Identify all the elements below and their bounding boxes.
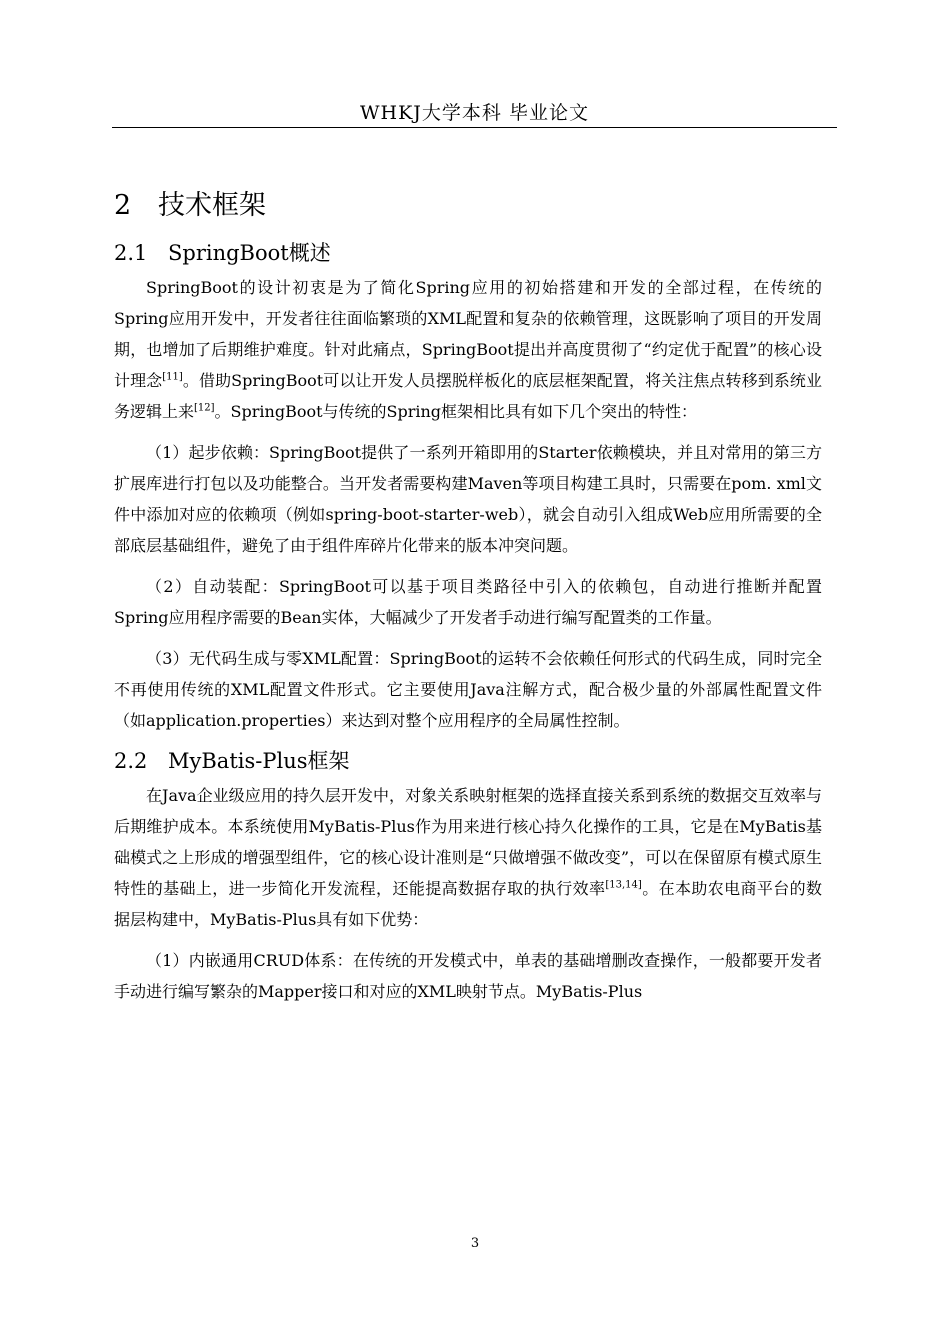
- section-title: MyBatis-Plus框架: [168, 749, 350, 773]
- paragraph: （3）无代码生成与零XML配置：SpringBoot的运转不会依赖任何形式的代码生成，同时完全不再使用传统的XML配置文件形式。它主要使用Java注解方式，配合极少量的外部属性配置文件（如application.properties）来达到对整个应用程序的全局属性控制。: [114, 649, 822, 730]
- page-header: WHKJ大学本科 毕业论文: [360, 102, 589, 124]
- paragraph: （1）内嵌通用CRUD体系：在传统的开发模式中，单表的基础增删改查操作，一般都要开发者手动进行编写繁杂的Mapper接口和对应的XML映射节点。MyBatis-Plus: [114, 951, 822, 1001]
- paragraph-text: SpringBoot的设计初衷是为了简化Spring应用的初始搭建和开发的全部过程，在传统的Spring应用开发中，开发者往往面临繁琐的XML配置和复杂的依赖管理，这既影响了项目的开发周期，也增加了后期维护难度。针对此痛点，SpringBoot提出并高度贯彻了“约定优于配置”的核心设计理念: [114, 278, 822, 390]
- section-heading: [114, 234, 822, 272]
- document-body: [114, 186, 822, 1007]
- paragraph: [114, 272, 822, 427]
- section-number: 2.2: [114, 749, 148, 773]
- paragraph-text: 。SpringBoot与传统的Spring框架相比具有如下几个突出的特性：: [214, 402, 698, 421]
- paragraph-text: 。借助SpringBoot可以让开发人员摆脱样板化的底层框架配置，将关注焦点转移到系统业务逻辑上来: [114, 371, 822, 421]
- chapter-heading: [114, 186, 822, 226]
- citation: [12]: [194, 402, 215, 414]
- page-number: 3: [470, 1236, 480, 1251]
- citation: [13,14]: [605, 879, 642, 891]
- chapter-title: 技术框架: [158, 190, 266, 221]
- paragraph-text: 在Java企业级应用的持久层开发中，对象关系映射框架的选择直接关系到系统的数据交互效率与后期维护成本。本系统使用MyBatis-Plus作为用来进行核心持久化操作的工具，它是在MyBatis基础模式之上形成的增强型组件，它的核心设计准则是“只做增强不做改变”，可以在保留原有模式原生特性的基础上，进一步简化开发流程，还能提高数据存取的执行效率: [114, 786, 822, 898]
- header-divider: [112, 127, 837, 128]
- paragraph: [114, 780, 822, 935]
- paragraph-text: 。在本助农电商平台的数据层构建中，MyBatis-Plus具有如下优势：: [114, 879, 822, 929]
- paragraph: （2）自动装配：SpringBoot可以基于项目类路径中引入的依赖包，自动进行推断并配置Spring应用程序需要的Bean实体，大幅减少了开发者手动进行编写配置类的工作量。: [114, 577, 822, 627]
- section-title: SpringBoot概述: [168, 241, 331, 265]
- citation: [11]: [162, 371, 183, 383]
- section-heading: [114, 742, 822, 780]
- chapter-number: 2: [114, 190, 132, 221]
- section-number: 2.1: [114, 241, 148, 265]
- paragraph: （1）起步依赖：SpringBoot提供了一系列开箱即用的Starter依赖模块，并且对常用的第三方扩展库进行打包以及功能整合。当开发者需要构建Maven等项目构建工具时，只需要在pom. xml文件中添加对应的依赖项（例如spring-boot-starter-web），就会自动引入组成Web应用所需要的全部底层基础组件，避免了由于组件库碎片化带来的版本冲突问题。: [114, 443, 822, 555]
